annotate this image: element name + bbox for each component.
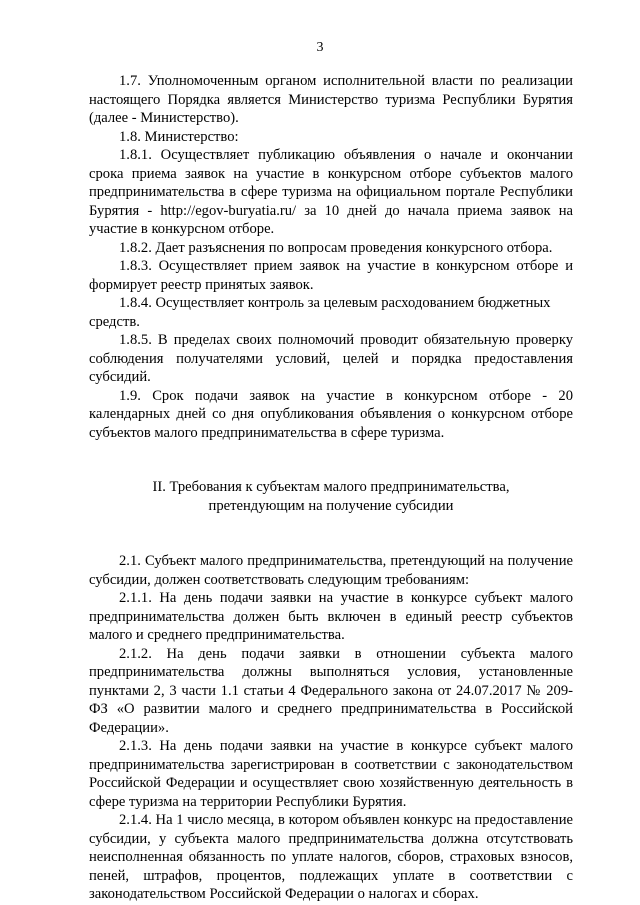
paragraph-2-1-2: 2.1.2. На день подачи заявки в отношении субъекта малого предпринимательства должны выполняться условия, установленные пунктами 2, 3 части 1.1 статьи 4 Федерального закона от 24.07.2017 № 209-ФЗ «О развитии малого и среднего предпринимательства в Российской Федерации». xyxy=(89,645,573,736)
spacer xyxy=(89,515,573,552)
paragraph-1-8-3: 1.8.3. Осуществляет прием заявок на участие в конкурсном отборе и формирует реестр принятых заявок. xyxy=(89,258,573,293)
paragraph-1-8-5: 1.8.5. В пределах своих полномочий проводит обязательную проверку соблюдения получателями условий, целей и порядка предоставления субсидий. xyxy=(89,332,573,385)
document-body xyxy=(89,72,573,904)
page-number: 3 xyxy=(316,40,324,55)
paragraph-1-8-4: 1.8.4. Осуществляет контроль за целевым расходованием бюджетных средств. xyxy=(89,295,551,330)
paragraph-2-1-1: 2.1.1. На день подачи заявки на участие в конкурсе субъект малого предпринимательства должен быть включен в единый реестр субъектов малого и среднего предпринимательства. xyxy=(89,590,573,643)
section-heading-line-1: II. Требования к субъектам малого предпринимательства, xyxy=(152,479,510,495)
paragraph-1-9: 1.9. Срок подачи заявок на участие в конкурсном отборе - 20 календарных дней со дня опубликования объявления о конкурсном отборе субъектов малого предпринимательства в сфере туризма. xyxy=(89,387,573,441)
paragraph-2-1-3: 2.1.3. На день подачи заявки на участие в конкурсе субъект малого предпринимательства зарегистрирован в соответствии с законодательством Российской Федерации и осуществляет свою хозяйственную деятельность в сфере туризма на территории Республики Бурятия. xyxy=(89,738,573,810)
paragraph-2-1: 2.1. Субъект малого предпринимательства, претендующий на получение субсидии, должен соответствовать следующим требованиям: xyxy=(89,553,573,588)
spacer xyxy=(89,442,573,478)
paragraph-1-7: 1.7. Уполномоченным органом исполнительной власти по реализации настоящего Порядка является Министерство туризма Республики Бурятия (далее - Министерство). xyxy=(89,73,573,126)
paragraph-1-8-2: 1.8.2. Дает разъяснения по вопросам проведения конкурсного отбора. xyxy=(119,239,553,256)
paragraph-1-8-1: 1.8.1. Осуществляет публикацию объявления о начале и окончании срока приема заявок на участие в конкурсном отборе субъектов малого предпринимательства в сфере туризма на официальном портале Республики Бурятия - http://egov-buryatia.ru/ за 10 дней до начала приема заявок на участие в конкурсном отборе. xyxy=(89,147,573,237)
paragraph-2-1-4: 2.1.4. На 1 число месяца, в котором объявлен конкурс на предоставление субсидии, у субъекта малого предпринимательства должна отсутствовать неисполненная обязанность по уплате налогов, сборов, страховых взносов, пеней, штрафов, процентов, подлежащих уплате в соответствии с законодательством Российской Федерации о налогах и сборах. xyxy=(89,812,573,902)
paragraph-1-8: 1.8. Министерство: xyxy=(119,128,239,145)
section-heading-line-2: претендующим на получение субсидии xyxy=(208,497,454,514)
